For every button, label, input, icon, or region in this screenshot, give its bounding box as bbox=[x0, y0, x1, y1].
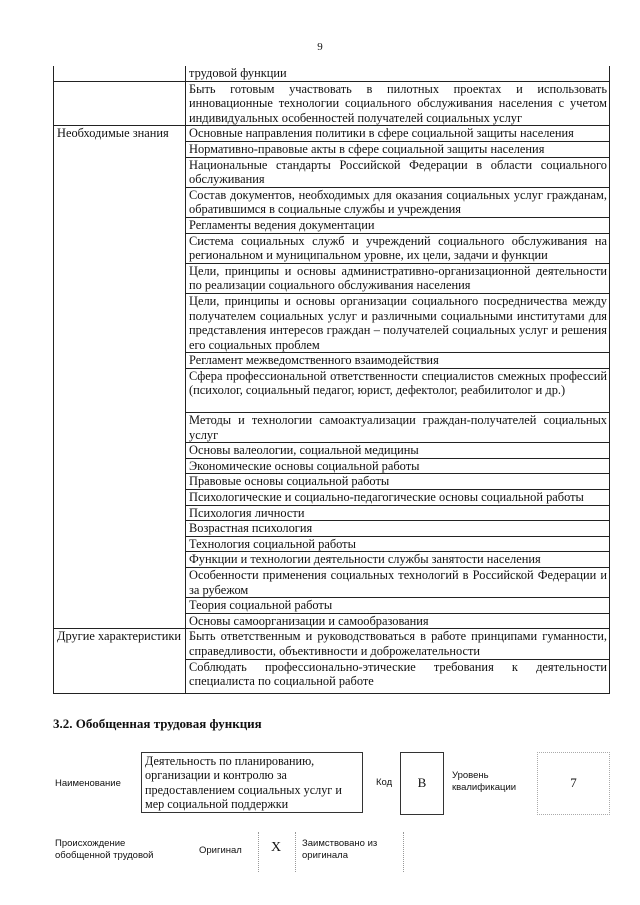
table-row bbox=[54, 126, 610, 142]
code-label: Код bbox=[376, 777, 393, 788]
row-label-other: Другие характеристики bbox=[54, 629, 186, 693]
requirements-table bbox=[53, 66, 610, 694]
row-text: Экономические основы социальной работы bbox=[186, 458, 610, 474]
row-text: Функции и технологии деятельности службы занятости населения bbox=[186, 552, 610, 568]
row-text: Быть ответственным и руководствоваться в работе принципами гуманности, справедливости, объективности и доброжелательности bbox=[186, 629, 610, 659]
row-label bbox=[54, 66, 186, 81]
row-text: Соблюдать профессионально-этические требования к деятельности специалиста по социальной работе bbox=[186, 659, 610, 693]
row-text: Состав документов, необходимых для оказания социальных услуг гражданам, обратившимся в социальные службы и учреждения bbox=[186, 187, 610, 217]
row-text: Регламенты ведения документации bbox=[186, 217, 610, 233]
row-text: Цели, принципы и основы административно-организационной деятельности по реализации социального обслуживания населения bbox=[186, 263, 610, 293]
row-text: Психологические и социально-педагогические основы социальной работы bbox=[186, 490, 610, 506]
name-label: Наименование bbox=[55, 778, 121, 789]
borrowed-label: Заимствовано из оригинала bbox=[302, 838, 378, 861]
row-text: Психология личности bbox=[186, 505, 610, 521]
row-text: Технология социальной работы bbox=[186, 536, 610, 552]
row-text: Быть готовым участвовать в пилотных проектах и использовать инновационные технологии социального обслуживания населения с учетом индивидуальных особенностей получателей социальных услуг bbox=[186, 81, 610, 126]
function-name-box bbox=[141, 752, 363, 813]
divider bbox=[403, 832, 404, 872]
table-row bbox=[54, 629, 610, 659]
level-label: Уровень квалификации bbox=[452, 770, 517, 793]
page-number: 9 bbox=[317, 41, 323, 53]
origin-label: Происхождение обобщенной трудовой bbox=[55, 838, 154, 861]
section-title: 3.2. Обобщенная трудовая функция bbox=[53, 716, 262, 731]
row-label bbox=[54, 81, 186, 126]
row-text: Особенности применения социальных технологий в Российской Федерации и за рубежом bbox=[186, 568, 610, 598]
row-text: Теория социальной работы bbox=[186, 598, 610, 614]
level-value: 7 bbox=[570, 775, 577, 790]
function-name-value: Деятельность по планированию, организации и контролю за предоставлением социальных услуг и мер социальной поддержки bbox=[145, 754, 342, 812]
row-text: Национальные стандарты Российской Федерации в области социального обслуживания bbox=[186, 157, 610, 187]
level-box bbox=[537, 752, 610, 815]
table-row bbox=[54, 66, 610, 81]
row-text: Нормативно-правовые акты в сфере социальной защиты населения bbox=[186, 141, 610, 157]
row-text: трудовой функции bbox=[186, 66, 610, 81]
row-text: Основы самоорганизации и самообразования bbox=[186, 613, 610, 629]
row-text: Методы и технологии самоактуализации граждан-получателей социальных услуг bbox=[186, 413, 610, 443]
row-text: Система социальных служб и учреждений социального обслуживания на региональном и муниципальном уровне, их цели, задачи и функции bbox=[186, 233, 610, 263]
row-text: Регламент межведомственного взаимодействия bbox=[186, 353, 610, 369]
original-mark: X bbox=[271, 840, 282, 855]
row-label-knowledge: Необходимые знания bbox=[54, 126, 186, 629]
code-value: B bbox=[417, 775, 427, 790]
divider bbox=[295, 832, 296, 872]
row-text: Основные направления политики в сфере социальной защиты населения bbox=[186, 126, 610, 142]
table-row bbox=[54, 81, 610, 126]
code-box bbox=[400, 752, 444, 815]
divider bbox=[258, 832, 259, 872]
row-text: Правовые основы социальной работы bbox=[186, 474, 610, 490]
row-text: Возрастная психология bbox=[186, 521, 610, 537]
original-label: Оригинал bbox=[199, 845, 242, 856]
row-text: Цели, принципы и основы организации социального посредничества между получателем социальных услуг и различными социальными институтами для представления интересов граждан – получателей социальных услуг и решения его социальных проблем bbox=[186, 293, 610, 352]
row-text: Сфера профессиональной ответственности специалистов смежных профессий (психолог, социальный педагог, юрист, дефектолог, реабилитолог и др.) bbox=[186, 368, 610, 412]
row-text: Основы валеологии, социальной медицины bbox=[186, 443, 610, 459]
